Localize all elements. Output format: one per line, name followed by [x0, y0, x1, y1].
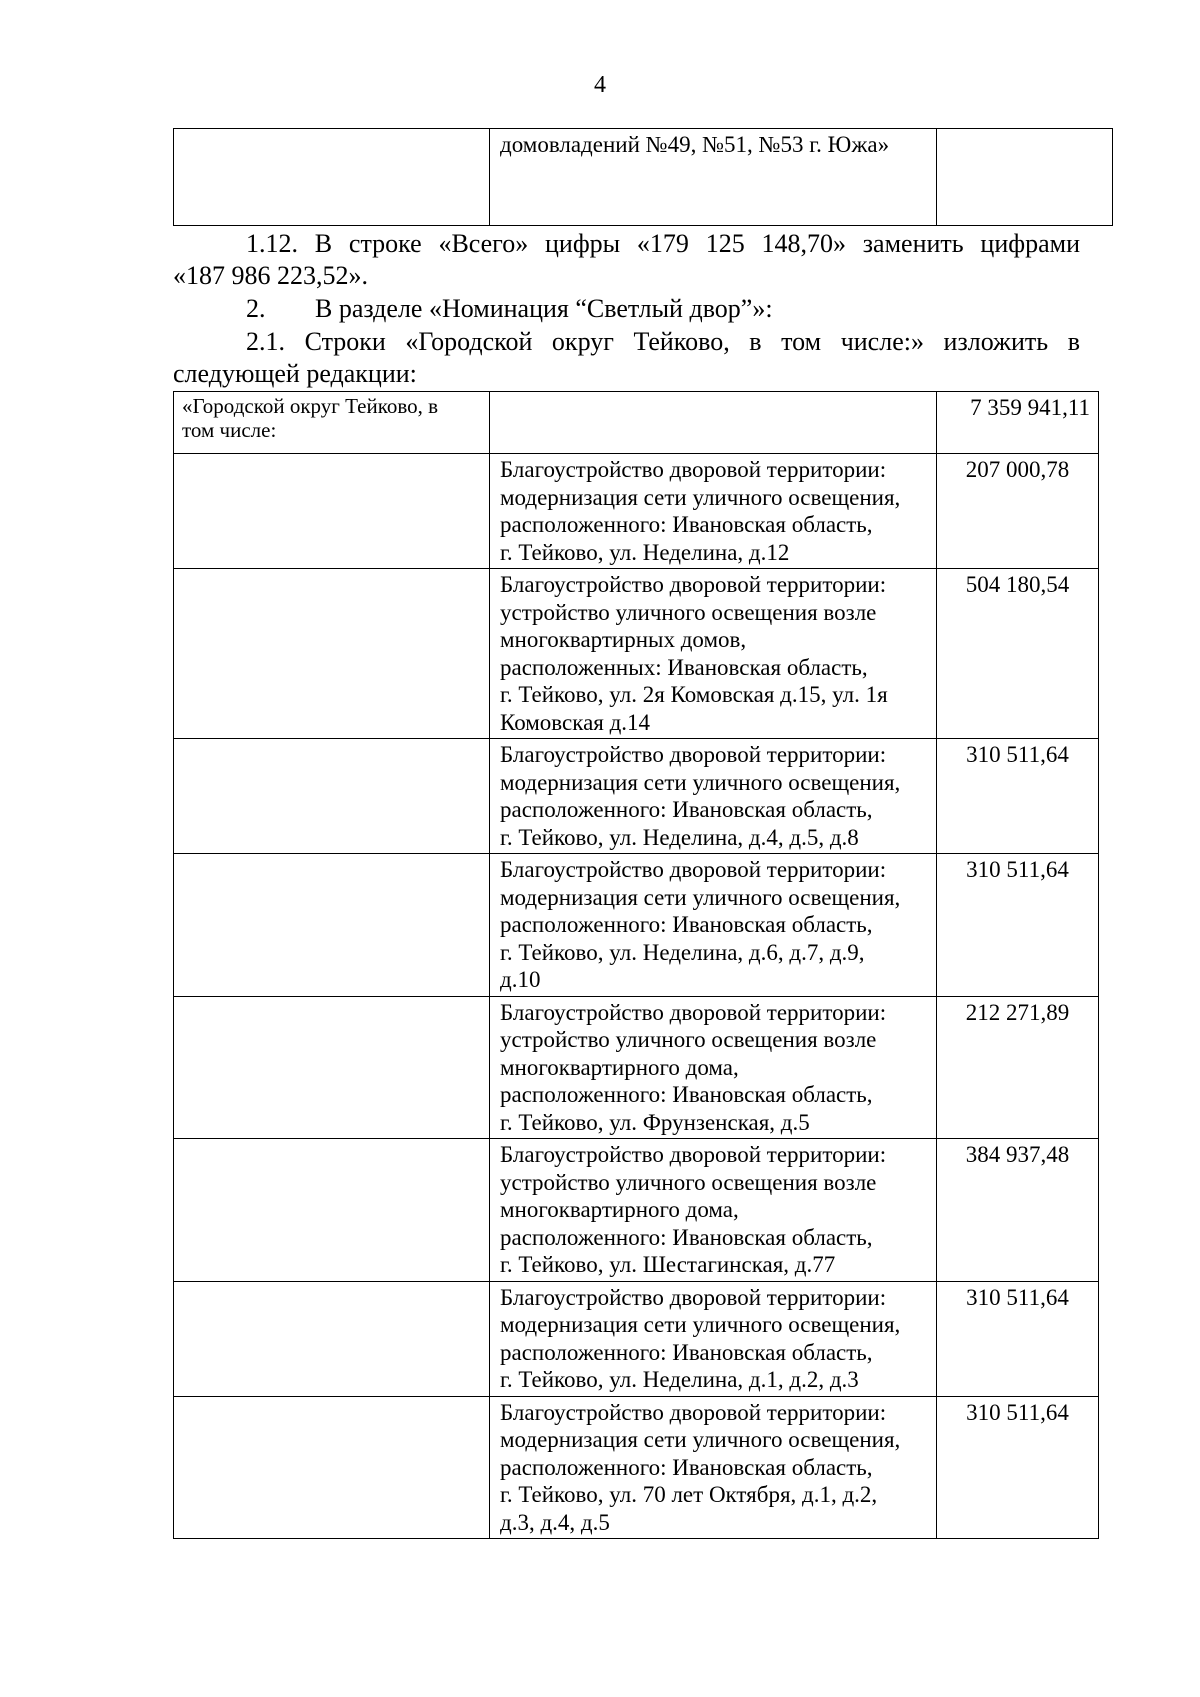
amounts-table [173, 391, 1099, 1539]
description-line: г. Тейково, ул. 70 лет Октября, д.1, д.2, [500, 1482, 878, 1507]
description-line: Благоустройство дворовой территории: [500, 742, 887, 767]
paragraph-line: В разделе «Номинация “Светлый двор”»: [315, 294, 773, 323]
description-line: модернизация сети уличного освещения, [500, 484, 901, 510]
description-line: Благоустройство дворовой территории: [500, 1399, 887, 1425]
table-cell-amount: 384 937,48 [937, 1139, 1099, 1282]
table-cell-empty [174, 996, 490, 1139]
table-row [174, 569, 1099, 739]
table-cell-amount: 310 511,64 [937, 1396, 1099, 1539]
table-cell-amount: 212 271,89 [937, 996, 1099, 1139]
table-cell-description [490, 1396, 937, 1539]
previous-table-fragment [173, 128, 1113, 226]
table-cell-description [490, 854, 937, 997]
table-cell-total-amount: 7 359 941,11 [937, 392, 1099, 454]
description-line: расположенного: Ивановская область, [500, 1224, 873, 1250]
description-line: устройство уличного освещения возле [500, 1027, 877, 1052]
table-cell-empty [174, 739, 490, 854]
description-line: расположенного: Ивановская область, [500, 797, 873, 822]
table-cell-description [490, 1281, 937, 1396]
table-cell-object [490, 129, 937, 226]
description-line: многоквартирного дома, [500, 1054, 739, 1080]
page-number: 4 [594, 72, 606, 98]
table-cell-empty [174, 1281, 490, 1396]
description-line: многоквартирного дома, [500, 1197, 739, 1222]
table-row [174, 854, 1099, 997]
table-cell-amount: 207 000,78 [937, 454, 1099, 569]
description-line: Благоустройство дворовой территории: [500, 457, 887, 482]
description-line: г. Тейково, ул. Фрунзенская, д.5 [500, 1109, 810, 1135]
table-row [174, 1396, 1099, 1539]
table-cell-empty [174, 1139, 490, 1282]
table-cell-empty [174, 454, 490, 569]
description-line: Благоустройство дворовой территории: [500, 857, 887, 882]
description-line: модернизация сети уличного освещения, [500, 884, 901, 910]
description-line: Благоустройство дворовой территории: [500, 999, 887, 1025]
description-line: г. Тейково, ул. 2я Комовская д.15, ул. 1я [500, 682, 888, 707]
table-cell-amount: 310 511,64 [937, 739, 1099, 854]
paragraph-line: 2.1. Строки «Городской округ Тейково, в том числе:» изложить в [246, 327, 1080, 356]
district-name-line: «Городской округ Тейково, в [182, 394, 439, 418]
description-line: Благоустройство дворовой территории: [500, 1284, 887, 1310]
description-line: многоквартирных домов, [500, 627, 747, 652]
description-line: г. Тейково, ул. Неделина, д.4, д.5, д.8 [500, 824, 859, 850]
paragraph-line: «187 986 223,52». [173, 261, 368, 290]
description-line: г. Тейково, ул. Неделина, д.12 [500, 539, 790, 565]
description-line: расположенных: Ивановская область, [500, 654, 868, 680]
table-cell-description [490, 1139, 937, 1282]
description-line: расположенного: Ивановская область, [500, 1339, 873, 1365]
table-row-total [174, 392, 1099, 454]
description-line: модернизация сети уличного освещения, [500, 1427, 901, 1452]
description-line: модернизация сети уличного освещения, [500, 769, 901, 795]
cell-text: домовладений №49, №51, №53 г. Южа» [500, 132, 890, 157]
description-line: г. Тейково, ул. Неделина, д.6, д.7, д.9, [500, 939, 865, 965]
table-cell-empty [174, 1396, 490, 1539]
table-row [174, 129, 1113, 226]
description-line: г. Тейково, ул. Шестагинская, д.77 [500, 1252, 836, 1277]
table-cell-description [490, 996, 937, 1139]
description-line: д.3, д.4, д.5 [500, 1509, 610, 1535]
table-row [174, 996, 1099, 1139]
description-line: г. Тейково, ул. Неделина, д.1, д.2, д.3 [500, 1367, 859, 1392]
paragraph-line: следующей редакции: [173, 359, 417, 388]
table-cell-description [490, 739, 937, 854]
table-row [174, 739, 1099, 854]
paragraph-line: 1.12. В строке «Всего» цифры «179 125 148,70» заменить цифрами [246, 229, 1080, 258]
table-cell-district [174, 392, 490, 454]
description-line: устройство уличного освещения возле [500, 599, 877, 625]
description-line: расположенного: Ивановская область, [500, 512, 873, 537]
table-cell-empty [937, 129, 1113, 226]
district-name-line: том числе: [182, 418, 277, 442]
description-line: д.10 [500, 967, 541, 992]
table-cell-amount: 504 180,54 [937, 569, 1099, 739]
table-cell-amount: 310 511,64 [937, 1281, 1099, 1396]
table-row [174, 454, 1099, 569]
table-row [174, 1139, 1099, 1282]
description-line: Благоустройство дворовой территории: [500, 1142, 887, 1167]
table-cell-empty [174, 854, 490, 997]
table-cell-description [490, 569, 937, 739]
item-number: 2. [246, 294, 266, 323]
description-line: устройство уличного освещения возле [500, 1169, 877, 1195]
table-cell-empty [174, 129, 490, 226]
table-cell-amount: 310 511,64 [937, 854, 1099, 997]
table-cell-empty [174, 569, 490, 739]
table-cell-empty [490, 392, 937, 454]
description-line: Благоустройство дворовой территории: [500, 572, 887, 597]
description-line: Комовская д.14 [500, 709, 651, 735]
description-line: расположенного: Ивановская область, [500, 1082, 873, 1107]
description-line: модернизация сети уличного освещения, [500, 1312, 901, 1337]
table-row [174, 1281, 1099, 1396]
description-line: расположенного: Ивановская область, [500, 1454, 873, 1480]
table-cell-description [490, 454, 937, 569]
description-line: расположенного: Ивановская область, [500, 912, 873, 937]
